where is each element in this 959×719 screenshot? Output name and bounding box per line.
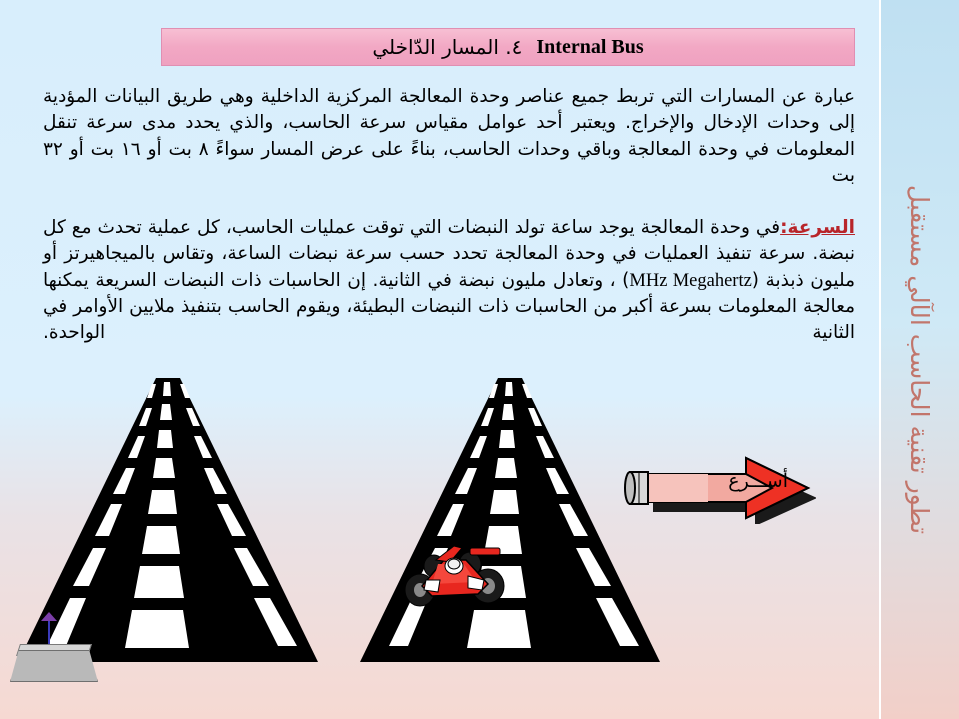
- body-paragraph-2-part1: في وحدة المعالجة يوجد ساعة تولد النبضات التي توقت عمليات الحاسب، كل عملية تحدث مع كل نبضة. سرعة تنفيذ العمليات في وحدة المعالجة تحدد حسب سرعة نبضات الساعة، وتقاس بالميجاهيرتز أو مليون ذبذبة (: [43, 217, 855, 291]
- pedestal-marker: [10, 640, 96, 680]
- slide-title-bar: [161, 28, 855, 66]
- slide-title-english: Internal Bus: [536, 35, 644, 58]
- arrow-label: أســـرع: [728, 470, 788, 492]
- body-paragraph-2-part2: ) ، وتعادل مليون نبضة في الثانية. إن الحاسبات ذات النبضات السريعة يمكنها معالجة المعلومات بسرعة أكبر من الحاسبات ذات النبضات البطيئة، ويقوم الحاسب بتنفيذ ملايين الأوامر في الثانية الواحدة.: [43, 269, 855, 344]
- sidebar-band: [879, 0, 959, 719]
- road-left: [18, 378, 318, 662]
- race-car-svg: [392, 520, 518, 616]
- speed-arrow-graphic: [622, 452, 816, 524]
- flag-icon: [48, 614, 50, 644]
- slide-title-number: ٤.: [505, 35, 523, 59]
- race-car-graphic: [392, 520, 518, 616]
- megahertz-term: MHz Megahertz: [629, 270, 752, 291]
- sidebar-title: تطور تقنية الحاسب الآلي مستقبل: [905, 184, 935, 535]
- speed-label: السرعة:: [780, 217, 855, 238]
- body-paragraph-1: عبارة عن المسارات التي تربط جميع عناصر وحدة المعالجة المركزية الداخلية وهي طريق البيانات المؤدية إلى وحدات الإدخال والإخراج. ويعتبر أحد عوامل مقياس سرعة الحاسب، والذي يحدد مدى سرعة تنقل المعلومات في وحدة المعالجة وباقي وحدات الحاسب، بناءً على عرض المسار سواءً ٨ بت أو ١٦ بت أو ٣٢ بت: [43, 86, 856, 186]
- pedestal-body: [10, 650, 98, 682]
- slide-title-arabic: [372, 35, 522, 59]
- body-paragraph-2: [43, 215, 855, 346]
- slide-title-arabic-text: المسار الدّاخلي: [372, 35, 499, 59]
